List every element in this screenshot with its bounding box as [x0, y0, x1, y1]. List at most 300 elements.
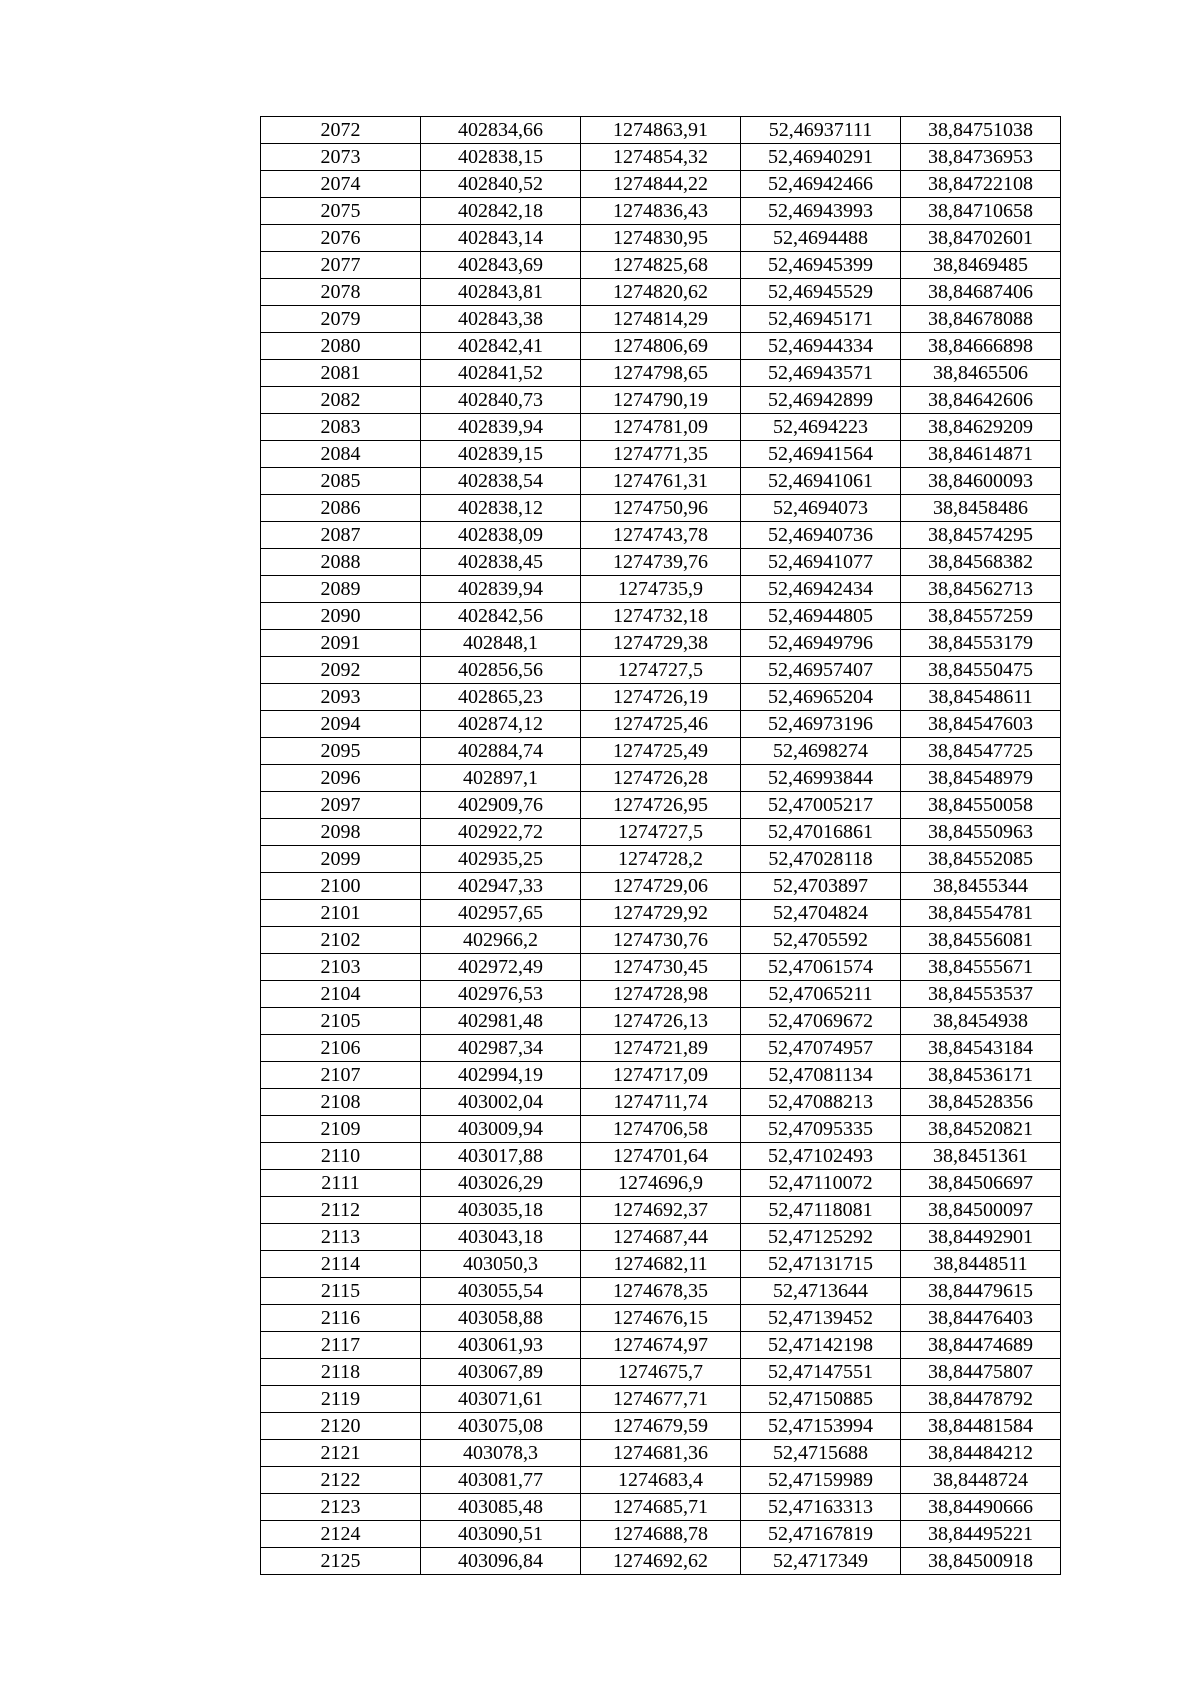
- point-number-cell: 2076: [261, 225, 421, 252]
- latitude-cell: 52,47088213: [741, 1089, 901, 1116]
- y-coordinate-cell: 1274675,7: [581, 1359, 741, 1386]
- point-number-cell: 2124: [261, 1521, 421, 1548]
- point-number-cell: 2086: [261, 495, 421, 522]
- table-row: [261, 171, 1061, 198]
- point-number-cell: 2082: [261, 387, 421, 414]
- x-coordinate-cell: 402838,15: [421, 144, 581, 171]
- table-row: [261, 1386, 1061, 1413]
- x-coordinate-cell: 402839,94: [421, 576, 581, 603]
- latitude-cell: 52,46941077: [741, 549, 901, 576]
- table-row: [261, 1008, 1061, 1035]
- x-coordinate-cell: 403055,54: [421, 1278, 581, 1305]
- y-coordinate-cell: 1274820,62: [581, 279, 741, 306]
- latitude-cell: 52,46973196: [741, 711, 901, 738]
- table-row: [261, 522, 1061, 549]
- point-number-cell: 2110: [261, 1143, 421, 1170]
- longitude-cell: 38,84751038: [901, 117, 1061, 144]
- y-coordinate-cell: 1274679,59: [581, 1413, 741, 1440]
- x-coordinate-cell: 402842,18: [421, 198, 581, 225]
- y-coordinate-cell: 1274717,09: [581, 1062, 741, 1089]
- point-number-cell: 2123: [261, 1494, 421, 1521]
- y-coordinate-cell: 1274726,19: [581, 684, 741, 711]
- latitude-cell: 52,46957407: [741, 657, 901, 684]
- table-row: [261, 1332, 1061, 1359]
- x-coordinate-cell: 402966,2: [421, 927, 581, 954]
- latitude-cell: 52,47150885: [741, 1386, 901, 1413]
- latitude-cell: 52,4694073: [741, 495, 901, 522]
- x-coordinate-cell: 402935,25: [421, 846, 581, 873]
- longitude-cell: 38,84574295: [901, 522, 1061, 549]
- table-row: [261, 819, 1061, 846]
- y-coordinate-cell: 1274727,5: [581, 819, 741, 846]
- table-row: [261, 468, 1061, 495]
- latitude-cell: 52,46993844: [741, 765, 901, 792]
- latitude-cell: 52,4694223: [741, 414, 901, 441]
- latitude-cell: 52,47061574: [741, 954, 901, 981]
- latitude-cell: 52,46941564: [741, 441, 901, 468]
- x-coordinate-cell: 402839,15: [421, 441, 581, 468]
- point-number-cell: 2108: [261, 1089, 421, 1116]
- x-coordinate-cell: 402987,34: [421, 1035, 581, 1062]
- latitude-cell: 52,4717349: [741, 1548, 901, 1575]
- table-row: [261, 576, 1061, 603]
- longitude-cell: 38,84478792: [901, 1386, 1061, 1413]
- y-coordinate-cell: 1274730,45: [581, 954, 741, 981]
- longitude-cell: 38,84543184: [901, 1035, 1061, 1062]
- table-row: [261, 225, 1061, 252]
- table-row: [261, 603, 1061, 630]
- latitude-cell: 52,47065211: [741, 981, 901, 1008]
- point-number-cell: 2115: [261, 1278, 421, 1305]
- latitude-cell: 52,47125292: [741, 1224, 901, 1251]
- point-number-cell: 2079: [261, 306, 421, 333]
- x-coordinate-cell: 403078,3: [421, 1440, 581, 1467]
- x-coordinate-cell: 402947,33: [421, 873, 581, 900]
- longitude-cell: 38,84548979: [901, 765, 1061, 792]
- table-row: [261, 1197, 1061, 1224]
- table-row: [261, 1467, 1061, 1494]
- longitude-cell: 38,8458486: [901, 495, 1061, 522]
- longitude-cell: 38,84475807: [901, 1359, 1061, 1386]
- point-number-cell: 2101: [261, 900, 421, 927]
- longitude-cell: 38,8448511: [901, 1251, 1061, 1278]
- latitude-cell: 52,47005217: [741, 792, 901, 819]
- x-coordinate-cell: 402842,56: [421, 603, 581, 630]
- x-coordinate-cell: 403085,48: [421, 1494, 581, 1521]
- y-coordinate-cell: 1274735,9: [581, 576, 741, 603]
- latitude-cell: 52,46945399: [741, 252, 901, 279]
- y-coordinate-cell: 1274685,71: [581, 1494, 741, 1521]
- longitude-cell: 38,84547725: [901, 738, 1061, 765]
- y-coordinate-cell: 1274836,43: [581, 198, 741, 225]
- table-row: [261, 1359, 1061, 1386]
- table-row: [261, 441, 1061, 468]
- table-row: [261, 1062, 1061, 1089]
- latitude-cell: 52,47167819: [741, 1521, 901, 1548]
- coordinates-table-body: [261, 117, 1061, 1575]
- latitude-cell: 52,4704824: [741, 900, 901, 927]
- y-coordinate-cell: 1274844,22: [581, 171, 741, 198]
- point-number-cell: 2117: [261, 1332, 421, 1359]
- latitude-cell: 52,47074957: [741, 1035, 901, 1062]
- point-number-cell: 2114: [261, 1251, 421, 1278]
- y-coordinate-cell: 1274728,2: [581, 846, 741, 873]
- x-coordinate-cell: 402840,73: [421, 387, 581, 414]
- y-coordinate-cell: 1274750,96: [581, 495, 741, 522]
- point-number-cell: 2097: [261, 792, 421, 819]
- table-row: [261, 306, 1061, 333]
- x-coordinate-cell: 402848,1: [421, 630, 581, 657]
- point-number-cell: 2109: [261, 1116, 421, 1143]
- x-coordinate-cell: 403075,08: [421, 1413, 581, 1440]
- point-number-cell: 2095: [261, 738, 421, 765]
- x-coordinate-cell: 402838,09: [421, 522, 581, 549]
- longitude-cell: 38,84557259: [901, 603, 1061, 630]
- point-number-cell: 2121: [261, 1440, 421, 1467]
- point-number-cell: 2096: [261, 765, 421, 792]
- table-row: [261, 360, 1061, 387]
- latitude-cell: 52,46945171: [741, 306, 901, 333]
- table-row: [261, 495, 1061, 522]
- longitude-cell: 38,84562713: [901, 576, 1061, 603]
- y-coordinate-cell: 1274729,92: [581, 900, 741, 927]
- y-coordinate-cell: 1274729,06: [581, 873, 741, 900]
- longitude-cell: 38,84736953: [901, 144, 1061, 171]
- y-coordinate-cell: 1274692,37: [581, 1197, 741, 1224]
- longitude-cell: 38,84552085: [901, 846, 1061, 873]
- y-coordinate-cell: 1274678,35: [581, 1278, 741, 1305]
- latitude-cell: 52,47139452: [741, 1305, 901, 1332]
- y-coordinate-cell: 1274676,15: [581, 1305, 741, 1332]
- longitude-cell: 38,84474689: [901, 1332, 1061, 1359]
- latitude-cell: 52,46940736: [741, 522, 901, 549]
- latitude-cell: 52,47118081: [741, 1197, 901, 1224]
- table-row: [261, 1035, 1061, 1062]
- x-coordinate-cell: 402884,74: [421, 738, 581, 765]
- point-number-cell: 2112: [261, 1197, 421, 1224]
- point-number-cell: 2099: [261, 846, 421, 873]
- table-row: [261, 1116, 1061, 1143]
- longitude-cell: 38,8454938: [901, 1008, 1061, 1035]
- y-coordinate-cell: 1274729,38: [581, 630, 741, 657]
- longitude-cell: 38,84520821: [901, 1116, 1061, 1143]
- table-row: [261, 1278, 1061, 1305]
- y-coordinate-cell: 1274687,44: [581, 1224, 741, 1251]
- y-coordinate-cell: 1274854,32: [581, 144, 741, 171]
- longitude-cell: 38,84553537: [901, 981, 1061, 1008]
- y-coordinate-cell: 1274725,46: [581, 711, 741, 738]
- y-coordinate-cell: 1274726,13: [581, 1008, 741, 1035]
- table-row: [261, 252, 1061, 279]
- longitude-cell: 38,84600093: [901, 468, 1061, 495]
- point-number-cell: 2074: [261, 171, 421, 198]
- longitude-cell: 38,84547603: [901, 711, 1061, 738]
- table-row: [261, 549, 1061, 576]
- y-coordinate-cell: 1274696,9: [581, 1170, 741, 1197]
- y-coordinate-cell: 1274814,29: [581, 306, 741, 333]
- latitude-cell: 52,47028118: [741, 846, 901, 873]
- longitude-cell: 38,84550963: [901, 819, 1061, 846]
- x-coordinate-cell: 402840,52: [421, 171, 581, 198]
- table-row: [261, 927, 1061, 954]
- latitude-cell: 52,46949796: [741, 630, 901, 657]
- latitude-cell: 52,4705592: [741, 927, 901, 954]
- table-row: [261, 1440, 1061, 1467]
- longitude-cell: 38,84555671: [901, 954, 1061, 981]
- longitude-cell: 38,84702601: [901, 225, 1061, 252]
- y-coordinate-cell: 1274711,74: [581, 1089, 741, 1116]
- longitude-cell: 38,84553179: [901, 630, 1061, 657]
- point-number-cell: 2119: [261, 1386, 421, 1413]
- y-coordinate-cell: 1274863,91: [581, 117, 741, 144]
- y-coordinate-cell: 1274743,78: [581, 522, 741, 549]
- latitude-cell: 52,47110072: [741, 1170, 901, 1197]
- latitude-cell: 52,4715688: [741, 1440, 901, 1467]
- table-row: [261, 1170, 1061, 1197]
- x-coordinate-cell: 403017,88: [421, 1143, 581, 1170]
- x-coordinate-cell: 402994,19: [421, 1062, 581, 1089]
- x-coordinate-cell: 402897,1: [421, 765, 581, 792]
- latitude-cell: 52,4703897: [741, 873, 901, 900]
- longitude-cell: 38,84642606: [901, 387, 1061, 414]
- point-number-cell: 2085: [261, 468, 421, 495]
- x-coordinate-cell: 403050,3: [421, 1251, 581, 1278]
- latitude-cell: 52,46944805: [741, 603, 901, 630]
- y-coordinate-cell: 1274825,68: [581, 252, 741, 279]
- x-coordinate-cell: 403058,88: [421, 1305, 581, 1332]
- x-coordinate-cell: 402843,14: [421, 225, 581, 252]
- longitude-cell: 38,84666898: [901, 333, 1061, 360]
- table-row: [261, 684, 1061, 711]
- point-number-cell: 2105: [261, 1008, 421, 1035]
- longitude-cell: 38,8465506: [901, 360, 1061, 387]
- longitude-cell: 38,8451361: [901, 1143, 1061, 1170]
- point-number-cell: 2089: [261, 576, 421, 603]
- longitude-cell: 38,84500097: [901, 1197, 1061, 1224]
- y-coordinate-cell: 1274721,89: [581, 1035, 741, 1062]
- x-coordinate-cell: 403009,94: [421, 1116, 581, 1143]
- table-row: [261, 117, 1061, 144]
- coordinates-table: [260, 116, 1061, 1575]
- longitude-cell: 38,84554781: [901, 900, 1061, 927]
- y-coordinate-cell: 1274806,69: [581, 333, 741, 360]
- y-coordinate-cell: 1274692,62: [581, 1548, 741, 1575]
- table-row: [261, 765, 1061, 792]
- x-coordinate-cell: 402838,54: [421, 468, 581, 495]
- point-number-cell: 2106: [261, 1035, 421, 1062]
- point-number-cell: 2075: [261, 198, 421, 225]
- y-coordinate-cell: 1274688,78: [581, 1521, 741, 1548]
- longitude-cell: 38,84506697: [901, 1170, 1061, 1197]
- latitude-cell: 52,47131715: [741, 1251, 901, 1278]
- point-number-cell: 2094: [261, 711, 421, 738]
- table-row: [261, 630, 1061, 657]
- y-coordinate-cell: 1274732,18: [581, 603, 741, 630]
- x-coordinate-cell: 402843,38: [421, 306, 581, 333]
- latitude-cell: 52,46945529: [741, 279, 901, 306]
- longitude-cell: 38,84678088: [901, 306, 1061, 333]
- latitude-cell: 52,4713644: [741, 1278, 901, 1305]
- latitude-cell: 52,47147551: [741, 1359, 901, 1386]
- latitude-cell: 52,46942434: [741, 576, 901, 603]
- table-row: [261, 1494, 1061, 1521]
- y-coordinate-cell: 1274725,49: [581, 738, 741, 765]
- point-number-cell: 2087: [261, 522, 421, 549]
- x-coordinate-cell: 402838,45: [421, 549, 581, 576]
- point-number-cell: 2077: [261, 252, 421, 279]
- x-coordinate-cell: 402922,72: [421, 819, 581, 846]
- x-coordinate-cell: 402842,41: [421, 333, 581, 360]
- x-coordinate-cell: 403081,77: [421, 1467, 581, 1494]
- longitude-cell: 38,84629209: [901, 414, 1061, 441]
- table-row: [261, 1305, 1061, 1332]
- table-row: [261, 144, 1061, 171]
- table-row: [261, 198, 1061, 225]
- y-coordinate-cell: 1274798,65: [581, 360, 741, 387]
- x-coordinate-cell: 403061,93: [421, 1332, 581, 1359]
- point-number-cell: 2090: [261, 603, 421, 630]
- longitude-cell: 38,84687406: [901, 279, 1061, 306]
- y-coordinate-cell: 1274726,28: [581, 765, 741, 792]
- y-coordinate-cell: 1274726,95: [581, 792, 741, 819]
- point-number-cell: 2073: [261, 144, 421, 171]
- table-row: [261, 792, 1061, 819]
- longitude-cell: 38,8469485: [901, 252, 1061, 279]
- y-coordinate-cell: 1274677,71: [581, 1386, 741, 1413]
- longitude-cell: 38,84495221: [901, 1521, 1061, 1548]
- point-number-cell: 2120: [261, 1413, 421, 1440]
- latitude-cell: 52,47163313: [741, 1494, 901, 1521]
- point-number-cell: 2080: [261, 333, 421, 360]
- longitude-cell: 38,84528356: [901, 1089, 1061, 1116]
- x-coordinate-cell: 403035,18: [421, 1197, 581, 1224]
- longitude-cell: 38,84484212: [901, 1440, 1061, 1467]
- table-row: [261, 657, 1061, 684]
- point-number-cell: 2088: [261, 549, 421, 576]
- longitude-cell: 38,84481584: [901, 1413, 1061, 1440]
- table-row: [261, 387, 1061, 414]
- point-number-cell: 2091: [261, 630, 421, 657]
- point-number-cell: 2113: [261, 1224, 421, 1251]
- x-coordinate-cell: 402843,69: [421, 252, 581, 279]
- y-coordinate-cell: 1274730,76: [581, 927, 741, 954]
- x-coordinate-cell: 403090,51: [421, 1521, 581, 1548]
- point-number-cell: 2081: [261, 360, 421, 387]
- latitude-cell: 52,46943993: [741, 198, 901, 225]
- x-coordinate-cell: 402834,66: [421, 117, 581, 144]
- point-number-cell: 2072: [261, 117, 421, 144]
- table-row: [261, 1521, 1061, 1548]
- x-coordinate-cell: 402981,48: [421, 1008, 581, 1035]
- x-coordinate-cell: 402957,65: [421, 900, 581, 927]
- table-row: [261, 954, 1061, 981]
- x-coordinate-cell: 403071,61: [421, 1386, 581, 1413]
- table-row: [261, 1224, 1061, 1251]
- table-row: [261, 1251, 1061, 1278]
- longitude-cell: 38,84710658: [901, 198, 1061, 225]
- point-number-cell: 2093: [261, 684, 421, 711]
- y-coordinate-cell: 1274830,95: [581, 225, 741, 252]
- y-coordinate-cell: 1274761,31: [581, 468, 741, 495]
- latitude-cell: 52,46937111: [741, 117, 901, 144]
- point-number-cell: 2111: [261, 1170, 421, 1197]
- longitude-cell: 38,84722108: [901, 171, 1061, 198]
- x-coordinate-cell: 403096,84: [421, 1548, 581, 1575]
- x-coordinate-cell: 402909,76: [421, 792, 581, 819]
- x-coordinate-cell: 403067,89: [421, 1359, 581, 1386]
- point-number-cell: 2118: [261, 1359, 421, 1386]
- latitude-cell: 52,47102493: [741, 1143, 901, 1170]
- x-coordinate-cell: 402839,94: [421, 414, 581, 441]
- y-coordinate-cell: 1274674,97: [581, 1332, 741, 1359]
- longitude-cell: 38,84536171: [901, 1062, 1061, 1089]
- longitude-cell: 38,84568382: [901, 549, 1061, 576]
- x-coordinate-cell: 402838,12: [421, 495, 581, 522]
- latitude-cell: 52,47016861: [741, 819, 901, 846]
- y-coordinate-cell: 1274682,11: [581, 1251, 741, 1278]
- longitude-cell: 38,84479615: [901, 1278, 1061, 1305]
- table-row: [261, 1413, 1061, 1440]
- x-coordinate-cell: 402874,12: [421, 711, 581, 738]
- latitude-cell: 52,46944334: [741, 333, 901, 360]
- longitude-cell: 38,84500918: [901, 1548, 1061, 1575]
- latitude-cell: 52,47095335: [741, 1116, 901, 1143]
- x-coordinate-cell: 402972,49: [421, 954, 581, 981]
- table-row: [261, 1143, 1061, 1170]
- table-row: [261, 900, 1061, 927]
- longitude-cell: 38,84550058: [901, 792, 1061, 819]
- longitude-cell: 38,84490666: [901, 1494, 1061, 1521]
- y-coordinate-cell: 1274701,64: [581, 1143, 741, 1170]
- longitude-cell: 38,8455344: [901, 873, 1061, 900]
- y-coordinate-cell: 1274790,19: [581, 387, 741, 414]
- latitude-cell: 52,4694488: [741, 225, 901, 252]
- point-number-cell: 2098: [261, 819, 421, 846]
- latitude-cell: 52,47159989: [741, 1467, 901, 1494]
- x-coordinate-cell: 402841,52: [421, 360, 581, 387]
- y-coordinate-cell: 1274681,36: [581, 1440, 741, 1467]
- point-number-cell: 2083: [261, 414, 421, 441]
- x-coordinate-cell: 403026,29: [421, 1170, 581, 1197]
- latitude-cell: 52,4698274: [741, 738, 901, 765]
- latitude-cell: 52,47069672: [741, 1008, 901, 1035]
- y-coordinate-cell: 1274728,98: [581, 981, 741, 1008]
- table-row: [261, 414, 1061, 441]
- longitude-cell: 38,8448724: [901, 1467, 1061, 1494]
- point-number-cell: 2104: [261, 981, 421, 1008]
- latitude-cell: 52,46941061: [741, 468, 901, 495]
- y-coordinate-cell: 1274771,35: [581, 441, 741, 468]
- point-number-cell: 2100: [261, 873, 421, 900]
- y-coordinate-cell: 1274781,09: [581, 414, 741, 441]
- latitude-cell: 52,46942466: [741, 171, 901, 198]
- x-coordinate-cell: 402856,56: [421, 657, 581, 684]
- table-row: [261, 711, 1061, 738]
- table-row: [261, 981, 1061, 1008]
- point-number-cell: 2122: [261, 1467, 421, 1494]
- point-number-cell: 2102: [261, 927, 421, 954]
- latitude-cell: 52,46943571: [741, 360, 901, 387]
- latitude-cell: 52,46940291: [741, 144, 901, 171]
- latitude-cell: 52,46942899: [741, 387, 901, 414]
- point-number-cell: 2103: [261, 954, 421, 981]
- table-row: [261, 873, 1061, 900]
- point-number-cell: 2084: [261, 441, 421, 468]
- y-coordinate-cell: 1274683,4: [581, 1467, 741, 1494]
- table-row: [261, 1548, 1061, 1575]
- longitude-cell: 38,84548611: [901, 684, 1061, 711]
- x-coordinate-cell: 403043,18: [421, 1224, 581, 1251]
